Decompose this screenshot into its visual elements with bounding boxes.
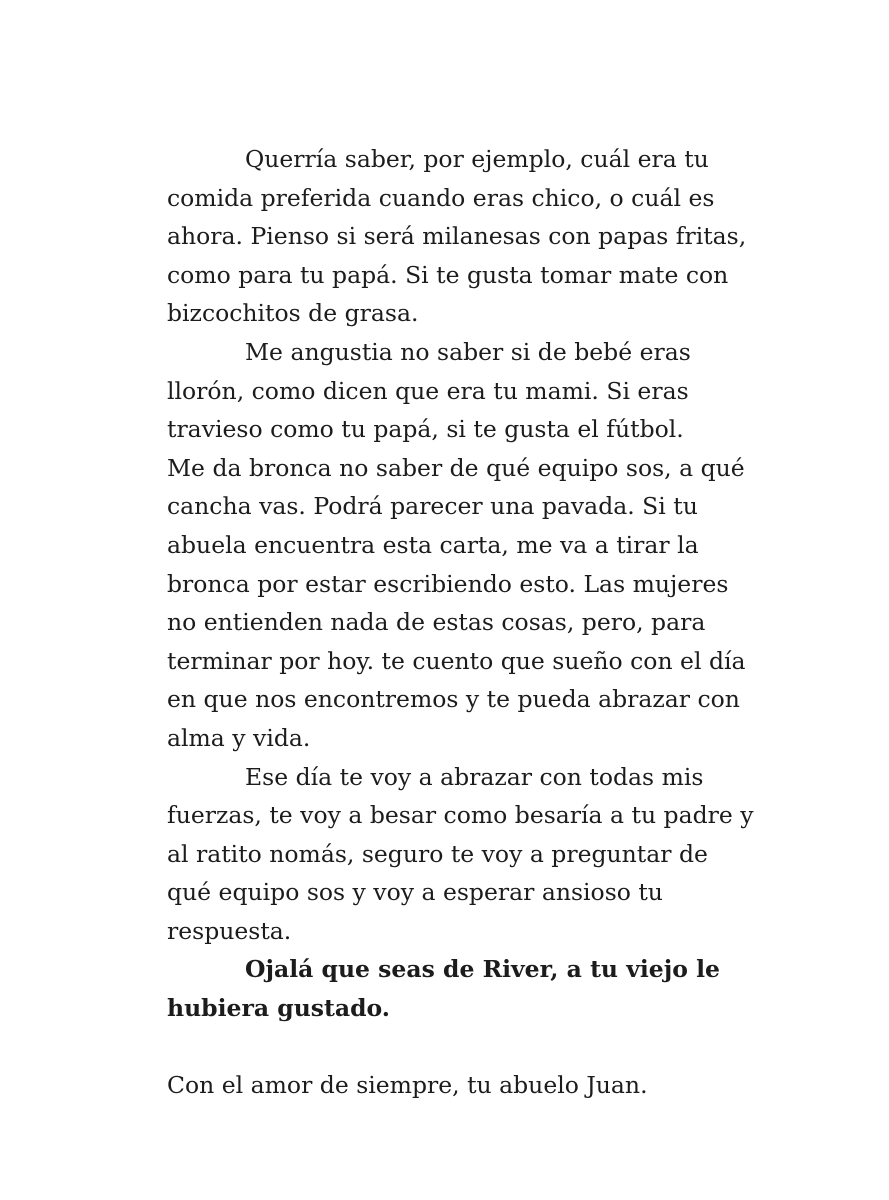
text-line: al ratito nomás, seguro te voy a preguntar de xyxy=(167,839,708,868)
text-line: abuela encuentra esta carta, me va a tirar la xyxy=(167,530,699,559)
text-line: Me da bronca no saber de qué equipo sos, a qué xyxy=(167,453,745,482)
text-line: fuerzas, te voy a besar como besaría a tu padre y xyxy=(167,801,754,830)
paragraph-2 xyxy=(167,333,747,758)
text-line: cancha vas. Podrá parecer una pavada. Si tu xyxy=(167,492,698,521)
text-line: travieso como tu papá, si te gusta el fútbol. xyxy=(167,415,684,444)
text-line: como para tu papá. Si te gusta tomar mate con xyxy=(167,260,729,289)
text-line: alma y vida. xyxy=(167,723,311,752)
text-line: comida preferida cuando eras chico, o cuál es xyxy=(167,183,715,212)
text-line: bronca por estar escribiendo esto. Las mujeres xyxy=(167,569,729,598)
text-line: terminar por hoy. te cuento que sueño con el día xyxy=(167,646,746,675)
text-line: llorón, como dicen que era tu mami. Si eras xyxy=(167,376,689,405)
text-line: hubiera gustado. xyxy=(167,994,390,1023)
paragraph-3 xyxy=(167,758,754,951)
text-line: bizcochitos de grasa. xyxy=(167,299,419,328)
paragraph-1 xyxy=(167,140,747,333)
text-line: no entienden nada de estas cosas, pero, para xyxy=(167,608,706,637)
text-line: Ojalá que seas de River, a tu viejo le xyxy=(245,955,720,984)
text-line: en que nos encontremos y te pueda abrazar con xyxy=(167,685,740,714)
spacer xyxy=(167,1028,747,1067)
signature xyxy=(167,1066,747,1105)
text-line: Me angustia no saber si de bebé eras xyxy=(245,337,691,366)
letter-text xyxy=(167,140,754,1105)
text-line: qué equipo sos y voy a esperar ansioso tu xyxy=(167,878,663,907)
text-line: respuesta. xyxy=(167,916,292,945)
text-line: ahora. Pienso si será milanesas con papas fritas, xyxy=(167,222,747,251)
paragraph-4-bold xyxy=(167,950,747,1027)
signature-line: Con el amor de siempre, tu abuelo Juan. xyxy=(167,1071,648,1100)
text-line: Ese día te voy a abrazar con todas mis xyxy=(245,762,704,791)
text-line: Querría saber, por ejemplo, cuál era tu xyxy=(245,145,709,173)
